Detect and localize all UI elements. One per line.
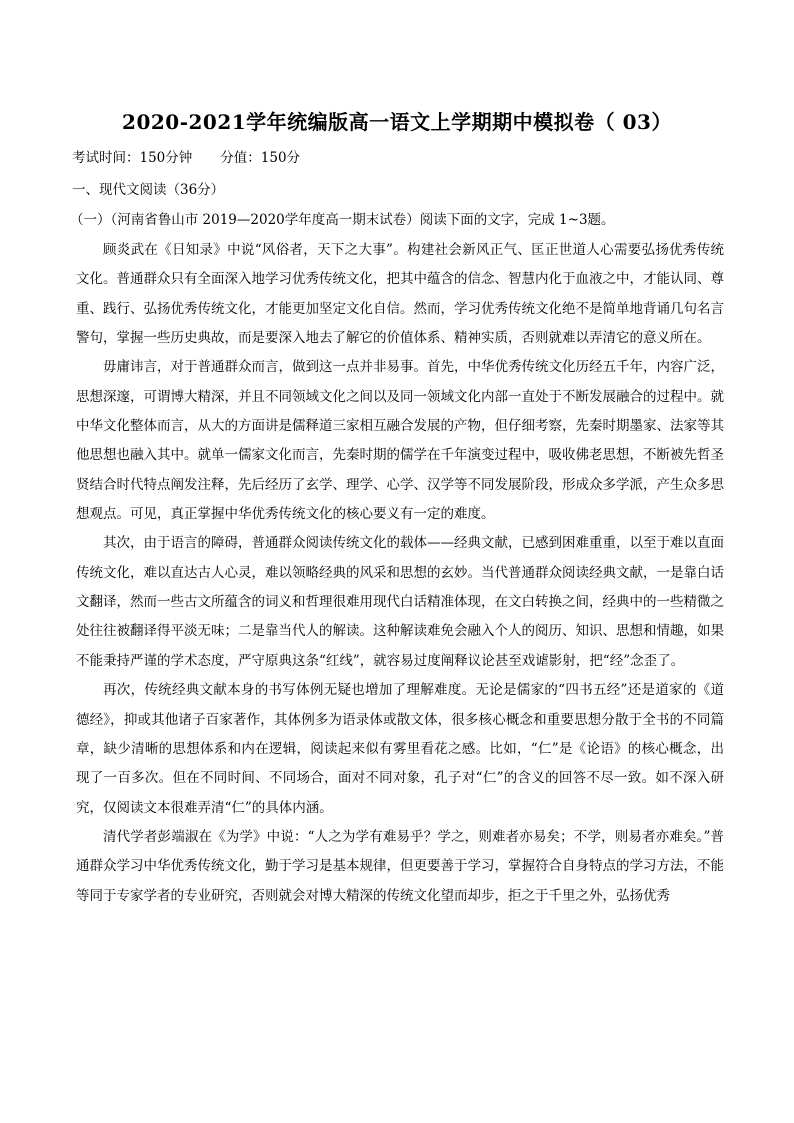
paragraph-4: 再次，传统经典文献本身的书写体例无疑也增加了理解难度。无论是儒家的“四书五经”还是道家的《道德经》，抑或其他诸子百家著作，其体例多为语录体或散文体，很多核心概念和重要思想分散于全书的不同篇章，缺少清晰的思想体系和内在逻辑，阅读起来似有雾里看花之感。比如，“仁”是《论语》的核心概念，出现了一百多次。但在不同时间、不同场合，面对不同对象，孔子对“仁”的含义的回答不尽一致。如不深入研究，仅阅读文本很难弄清“仁”的具体内涵。 bbox=[76, 682, 724, 816]
subsection-heading: （一）（河南省鲁山市 2019—2020学年度高一期末试卷）阅读下面的文字，完成 1~3题。 bbox=[70, 212, 615, 228]
exam-score: 分值：150分 bbox=[220, 150, 301, 166]
reading-passage bbox=[76, 236, 724, 911]
exam-info bbox=[72, 146, 300, 166]
page-title: 2020-2021学年统编版高一语文上学期期中模拟卷（ 03） bbox=[122, 110, 672, 134]
paragraph-1: 顾炎武在《日知录》中说“风俗者，天下之大事”。构建社会新风正气、匡正世道人心需要弘扬优秀传统文化。普通群众只有全面深入地学习优秀传统文化，把其中蕴含的信念、智慧内化于血液之中，才能认同、尊重、践行、弘扬优秀传统文化，才能更加坚定文化自信。然而，学习优秀传统文化绝不是简单地背诵几句名言警句，掌握一些历史典故，而是要深入地去了解它的价值体系、精神实质，否则就难以弄清它的意义所在。 bbox=[76, 242, 724, 347]
paragraph-5: 清代学者彭端淑在《为学》中说：“人之为学有难易乎？学之，则难者亦易矣；不学，则易者亦难矣。”普通群众学习中华优秀传统文化，勤于学习是基本规律，但更要善于学习，掌握符合自身特点的学习方法，不能等同于专家学者的专业研究，否则就会对博大精深的传统文化望而却步，拒之于千里之外，弘扬优秀 bbox=[76, 828, 724, 904]
paragraph-3: 其次，由于语言的障碍，普通群众阅读传统文化的载体——经典文献，已感到困难重重，以至于难以直面传统文化，难以直达古人心灵，难以领略经典的风采和思想的玄妙。当代普通群众阅读经典文献，一是靠白话文翻译，然而一些古文所蕴含的词义和哲理很难用现代白话精准体现，在文白转换之间，经典中的一些精微之处往往被翻译得平淡无味；二是靠当代人的解读。这种解读难免会融入个人的阅历、知识、思想和情趣，如果不能秉持严谨的学术态度，严守原典这条“红线”，就容易过度阐释议论甚至戏谑影射，把“经”念歪了。 bbox=[76, 535, 724, 669]
section-heading: 一、现代文阅读（36分） bbox=[72, 182, 225, 198]
paragraph-2: 毋庸讳言，对于普通群众而言，做到这一点并非易事。首先，中华优秀传统文化历经五千年，内容广泛，思想深邃，可谓博大精深，并且不同领域文化之间以及同一领域文化内部一直处于不断发展融合的过程中。就中华文化整体而言，从大的方面讲是儒释道三家相互融合发展的产物，但仔细考察，先秦时期墨家、法家等其他思想也融入其中。就单一儒家文化而言，先秦时期的儒学在千年演变过程中，吸收佛老思想，不断被先哲圣贤结合时代特点阐发注释，先后经历了玄学、理学、心学、汉学等不同发展阶段，形成众多学派，产生众多思想观点。可见，真正掌握中华优秀传统文化的核心要义有一定的难度。 bbox=[76, 359, 724, 523]
exam-time: 考试时间：150分钟 bbox=[72, 150, 193, 166]
